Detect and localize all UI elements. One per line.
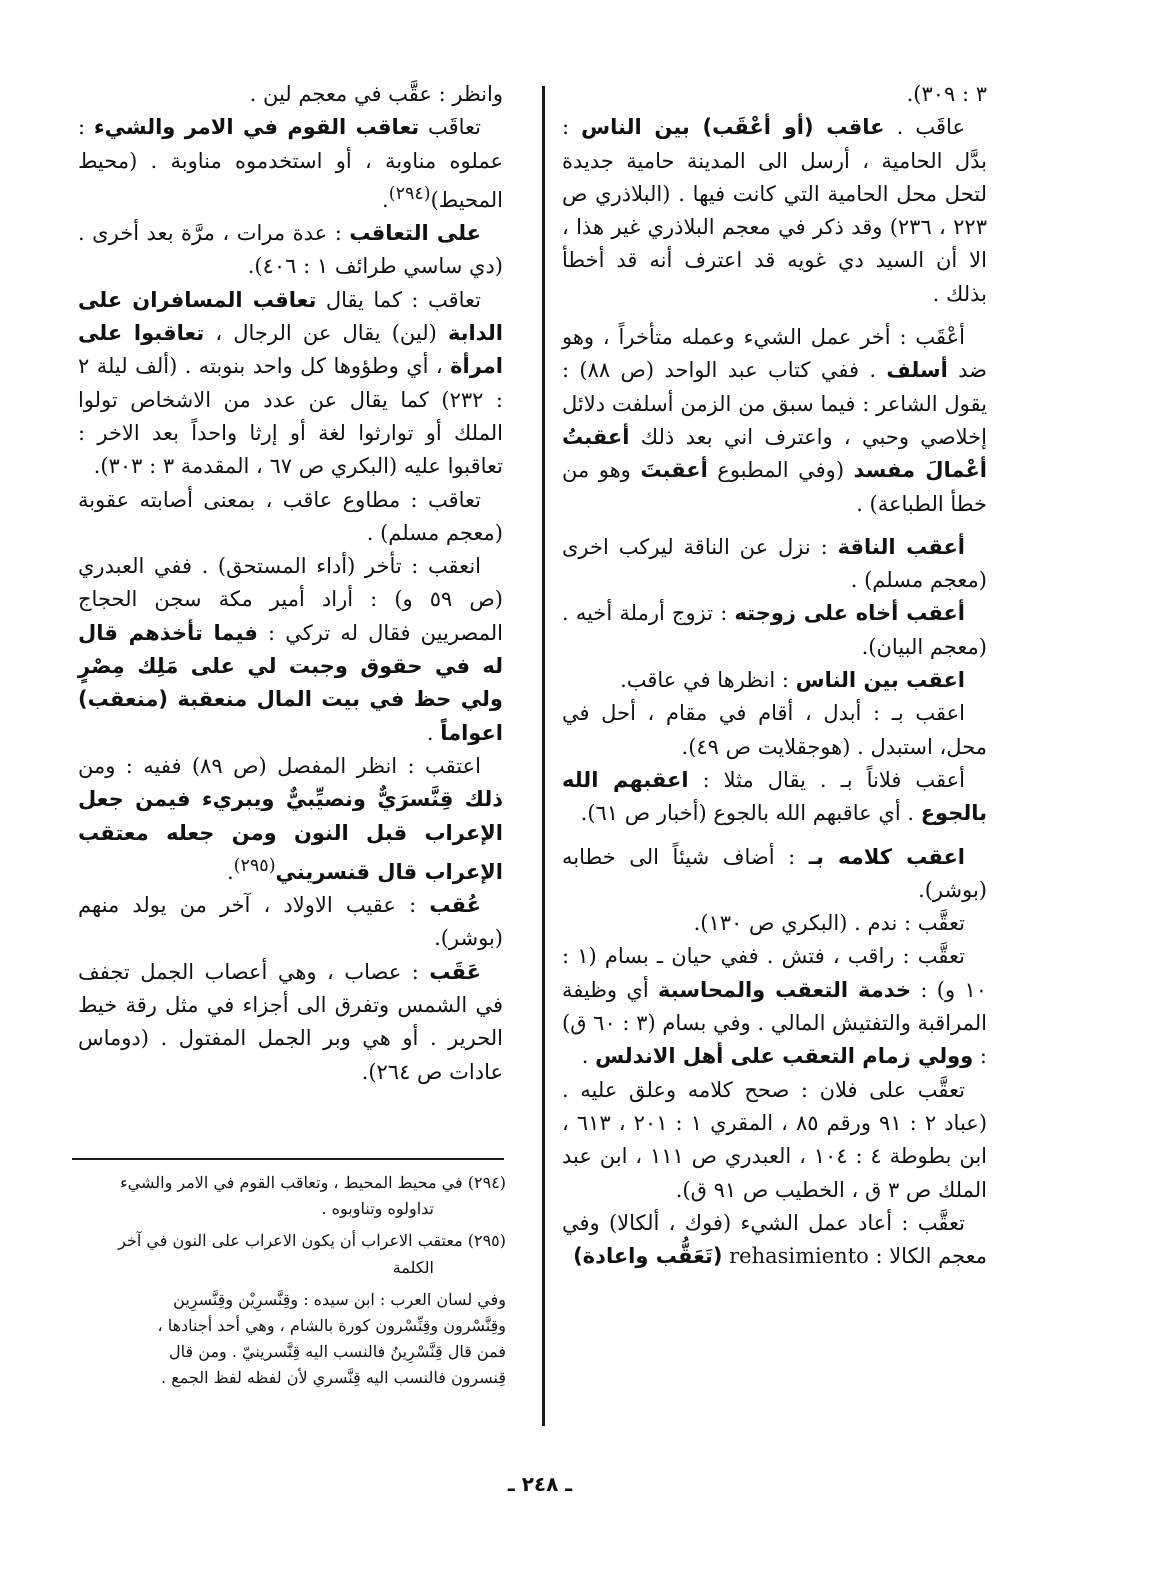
- entry-paragraph: عُقب : عقيب الاولاد ، آخر من يولد منهم (بوشر).: [78, 893, 503, 951]
- footnote-line: الكلمة: [392, 1257, 434, 1277]
- entry-paragraph: اعقب كلامه بـ : أضاف شيئاً الى خطابه (بوشر).: [562, 844, 987, 902]
- right-column: [562, 78, 987, 1273]
- entry-paragraph: أعقب فلاناً بـ . يقال مثلا : اعقبهم الله بالجوع . أي عاقبهم الله بالجوع (أخبار ص ٦١).: [562, 767, 987, 826]
- entry-paragraph: أعقب أخاه على زوجته : تزوج أرملة أخيه . (معجم البيان).: [562, 601, 987, 659]
- entry-paragraph: تعقَّب على فلان : صحح كلامه وعلق عليه . (عباد ٢ : ٩١ ورقم ٨٥ ، المقري ١ : ٢٠١ ، ٦١٣ ، ابن بطوطة ٤ : ١٠٤ ، العبدري ص ١١١ ، ابن عبد الملك ص ٣ ق ، الخطيب ص ٩١ ق).: [562, 1077, 988, 1202]
- entry-paragraph: تعقَّب : أعاد عمل الشيء (فوك ، ألكالا) وفي معجم الكالا : rehasimiento (تَعَقُّب واعادة): [562, 1210, 987, 1269]
- footnote-line: قِنسرون فالنسب اليه قِنَّسري لأن لفظه لفظ الجمع .: [161, 1368, 506, 1388]
- footnote-line: فمن قال قِنَّسْرِينُ فالنسب اليه قِنَّسرينيّ . ومن قال: [169, 1342, 506, 1362]
- left-column: [78, 78, 503, 1089]
- page-number: ـ ٢٤٨ ـ: [507, 1472, 573, 1496]
- entry-paragraph: على التعاقب : عدة مرات ، مرَّة بعد أخرى . (دي ساسي طرائف ١ : ٤٠٦).: [78, 221, 503, 279]
- entry-paragraph: ٣ : ٣٠٩).: [906, 82, 987, 106]
- entry-paragraph: عاقَب . عاقب (أو أعْقَب) بين الناس : بدَّل الحامية ، أرسل الى المدينة حامية جديدة لتحل محل الحامية التي كانت فيها . (البلاذري ص ٢٢٣ ، ٢٣٦) وقد ذكر في معجم البلاذري غير هذا ، الا أن السيد دي غويه قد اعترف أنه قد أخطأ بذلك .: [562, 115, 987, 306]
- footnote-line: تداولوه وتناوبوه .: [321, 1199, 434, 1219]
- entry-paragraph: اعقب بين الناس : انظرها في عاقب.: [620, 668, 965, 693]
- column-divider: [542, 86, 545, 1426]
- entry-paragraph: تعاقَب تعاقب القوم في الامر والشيء : عملوه مناوبة ، أو استخدموه مناوبة . (محيط المحيط)$^{(٢٩٤)}$.: [78, 115, 503, 212]
- entry-paragraph: اعتقب : انظر المفصل (ص ٨٩) ففيه : ومن ذلك قِنَّسرَيٌّ ونصيِّبيٌّ ويبريء فيمن جعل الإعراب قبل النون ومن جعله معتقب الإعراب قال قنسريني$^{(٢٩٥)}$.: [78, 753, 503, 884]
- footnote-line: وفي لسان العرب : ابن سيده : وقِنَّسرِيْن وقِنَّسرِين: [173, 1289, 506, 1309]
- entry-paragraph: أعْقَب : أخر عمل الشيء وعمله متأخراً ، وهو ضد أسلف . ففي كتاب عبد الواحد (ص ٨٨) : يقول الشاعر : فيما سبق من الزمن أسلفت دلائل إخلاصي وحبي ، واعترف اني بعد ذلك أعقبتُ أعْمالَ مفسد (وفي المطبوع أعقبتَ وهو من خطأ الطباعة) .: [562, 325, 988, 516]
- entry-paragraph: اعقب بـ : أبدل ، أقام في مقام ، أحل في محل، استبدل . (هوجقلايت ص ٤٩).: [562, 701, 987, 759]
- entry-paragraph: تعاقب : كما يقال تعاقب المسافران على الدابة (لين) يقال عن الرجال ، تعاقبوا على امرأة ، أي وطؤوها كل واحد بنوبته . (ألف ليلة ٢ : ٢٣٢) كما يقال عن عدد من الاشخاص تولوا الملك أو توارثوا لغة أو إرثا واحداً بعد الاخر : تعاقبوا عليه (البكري ص ٦٧ ، المقدمة ٣ : ٣٠٣).: [78, 287, 503, 479]
- footnote-rule: [72, 1158, 504, 1160]
- entry-paragraph: عَقَب : عصاب ، وهي أعصاب الجمل تجفف في الشمس وتفرق الى أجزاء في مثل رقة خيط الحرير . أو هي وبر الجمل المفتول . (دوماس عادات ص ٢٦٤).: [78, 959, 503, 1084]
- entry-paragraph: وانظر : عقَّب في معجم لين .: [249, 82, 503, 106]
- entry-paragraph: أعقب الناقة : نزل عن الناقة ليركب اخرى (معجم مسلم) .: [562, 534, 987, 593]
- entry-paragraph: تعاقب : مطاوع عاقب ، بمعنى أصابته عقوبة (معجم مسلم) .: [78, 487, 503, 545]
- footnote-line: (٢٩٥) معتقب الاعراب أن يكون الاعراب على النون في آخر: [118, 1231, 506, 1251]
- entry-paragraph: تعقَّب : ندم . (البكري ص ١٣٠).: [693, 911, 965, 936]
- footnote-line: وقِنَّسْرون وقِنِّسْرون كورة بالشام ، وهي أحد أجنادها ،: [157, 1316, 506, 1336]
- entry-paragraph: تعقَّب : راقب ، فتش . ففي حيان ـ بسام (١ : ١٠ و) : خدمة التعقب والمحاسبة أي وظيفة المراقبة والتفتيش المالي . وفي بسام (٣ : ٦٠ ق) : وولي زمام التعقب على أهل الاندلس .: [562, 944, 987, 1069]
- footnote-line: (٢٩٤) في محيط المحيط ، وتعاقب القوم في الامر والشيء: [120, 1173, 506, 1192]
- entry-paragraph: انعقب : تأخر (أداء المستحق) . ففي العبدري (ص ٥٩ و) : أراد أمير مكة سجن الحجاج المصريين فقال له تركي : فيما تأخذهم قال له في حقوق وجبت لي على مَلِك مِصْرٍ ولي حظ في بيت المال منعقبة (منعقب) اعواماً .: [78, 554, 503, 745]
- footnotes: [78, 1170, 506, 1392]
